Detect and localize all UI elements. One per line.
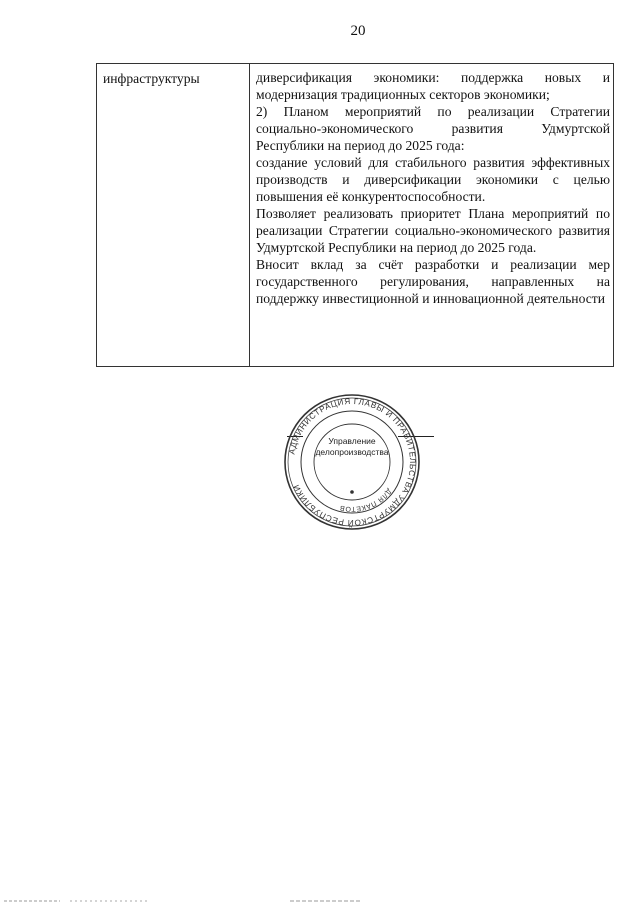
page-number: 20 bbox=[350, 23, 366, 39]
stamp-outer-text: АДМИНИСТРАЦИЯ ГЛАВЫ И ПРАВИТЕЛЬСТВА УДМУРТСКОЙ РЕСПУБЛИКИ bbox=[287, 396, 418, 528]
table-left-cell bbox=[97, 64, 250, 366]
stamp-inner-text: ДЛЯ ПАКЕТОВ bbox=[339, 487, 393, 513]
paragraph-4: Позволяет реализовать приоритет Плана мероприятий по реализации Стратегии социально-экономического развития Удмуртской Республики на период до 2025 года. bbox=[256, 206, 610, 255]
left-cell-text: инфраструктуры bbox=[103, 71, 200, 86]
paragraph-1: диверсификация экономики: поддержка новых и модернизация традиционных секторов экономики; bbox=[256, 70, 610, 102]
stamp-middle-circle bbox=[301, 411, 403, 513]
paragraph-3: создание условий для стабильного развития эффективных производств и диверсификации экономики с целью повышения её конкурентоспособности. bbox=[256, 155, 610, 204]
official-stamp bbox=[282, 392, 422, 532]
stamp-center-line-1: Управление bbox=[328, 436, 376, 446]
stamp-center-line-2: делопроизводства bbox=[315, 447, 389, 457]
paragraph-2: 2) Планом мероприятий по реализации Стратегии социально-экономического развития Удмуртской Республики на период до 2025 года: bbox=[256, 104, 610, 153]
scan-edge-marks bbox=[0, 899, 640, 903]
document-table bbox=[96, 63, 614, 367]
paragraph-5: Вносит вклад за счёт разработки и реализации мер государственного регулирования, направленных на поддержку инвестиционной и инновационной деятельности bbox=[256, 257, 610, 306]
stamp-star-dot bbox=[350, 490, 354, 494]
table-right-cell bbox=[250, 64, 613, 366]
